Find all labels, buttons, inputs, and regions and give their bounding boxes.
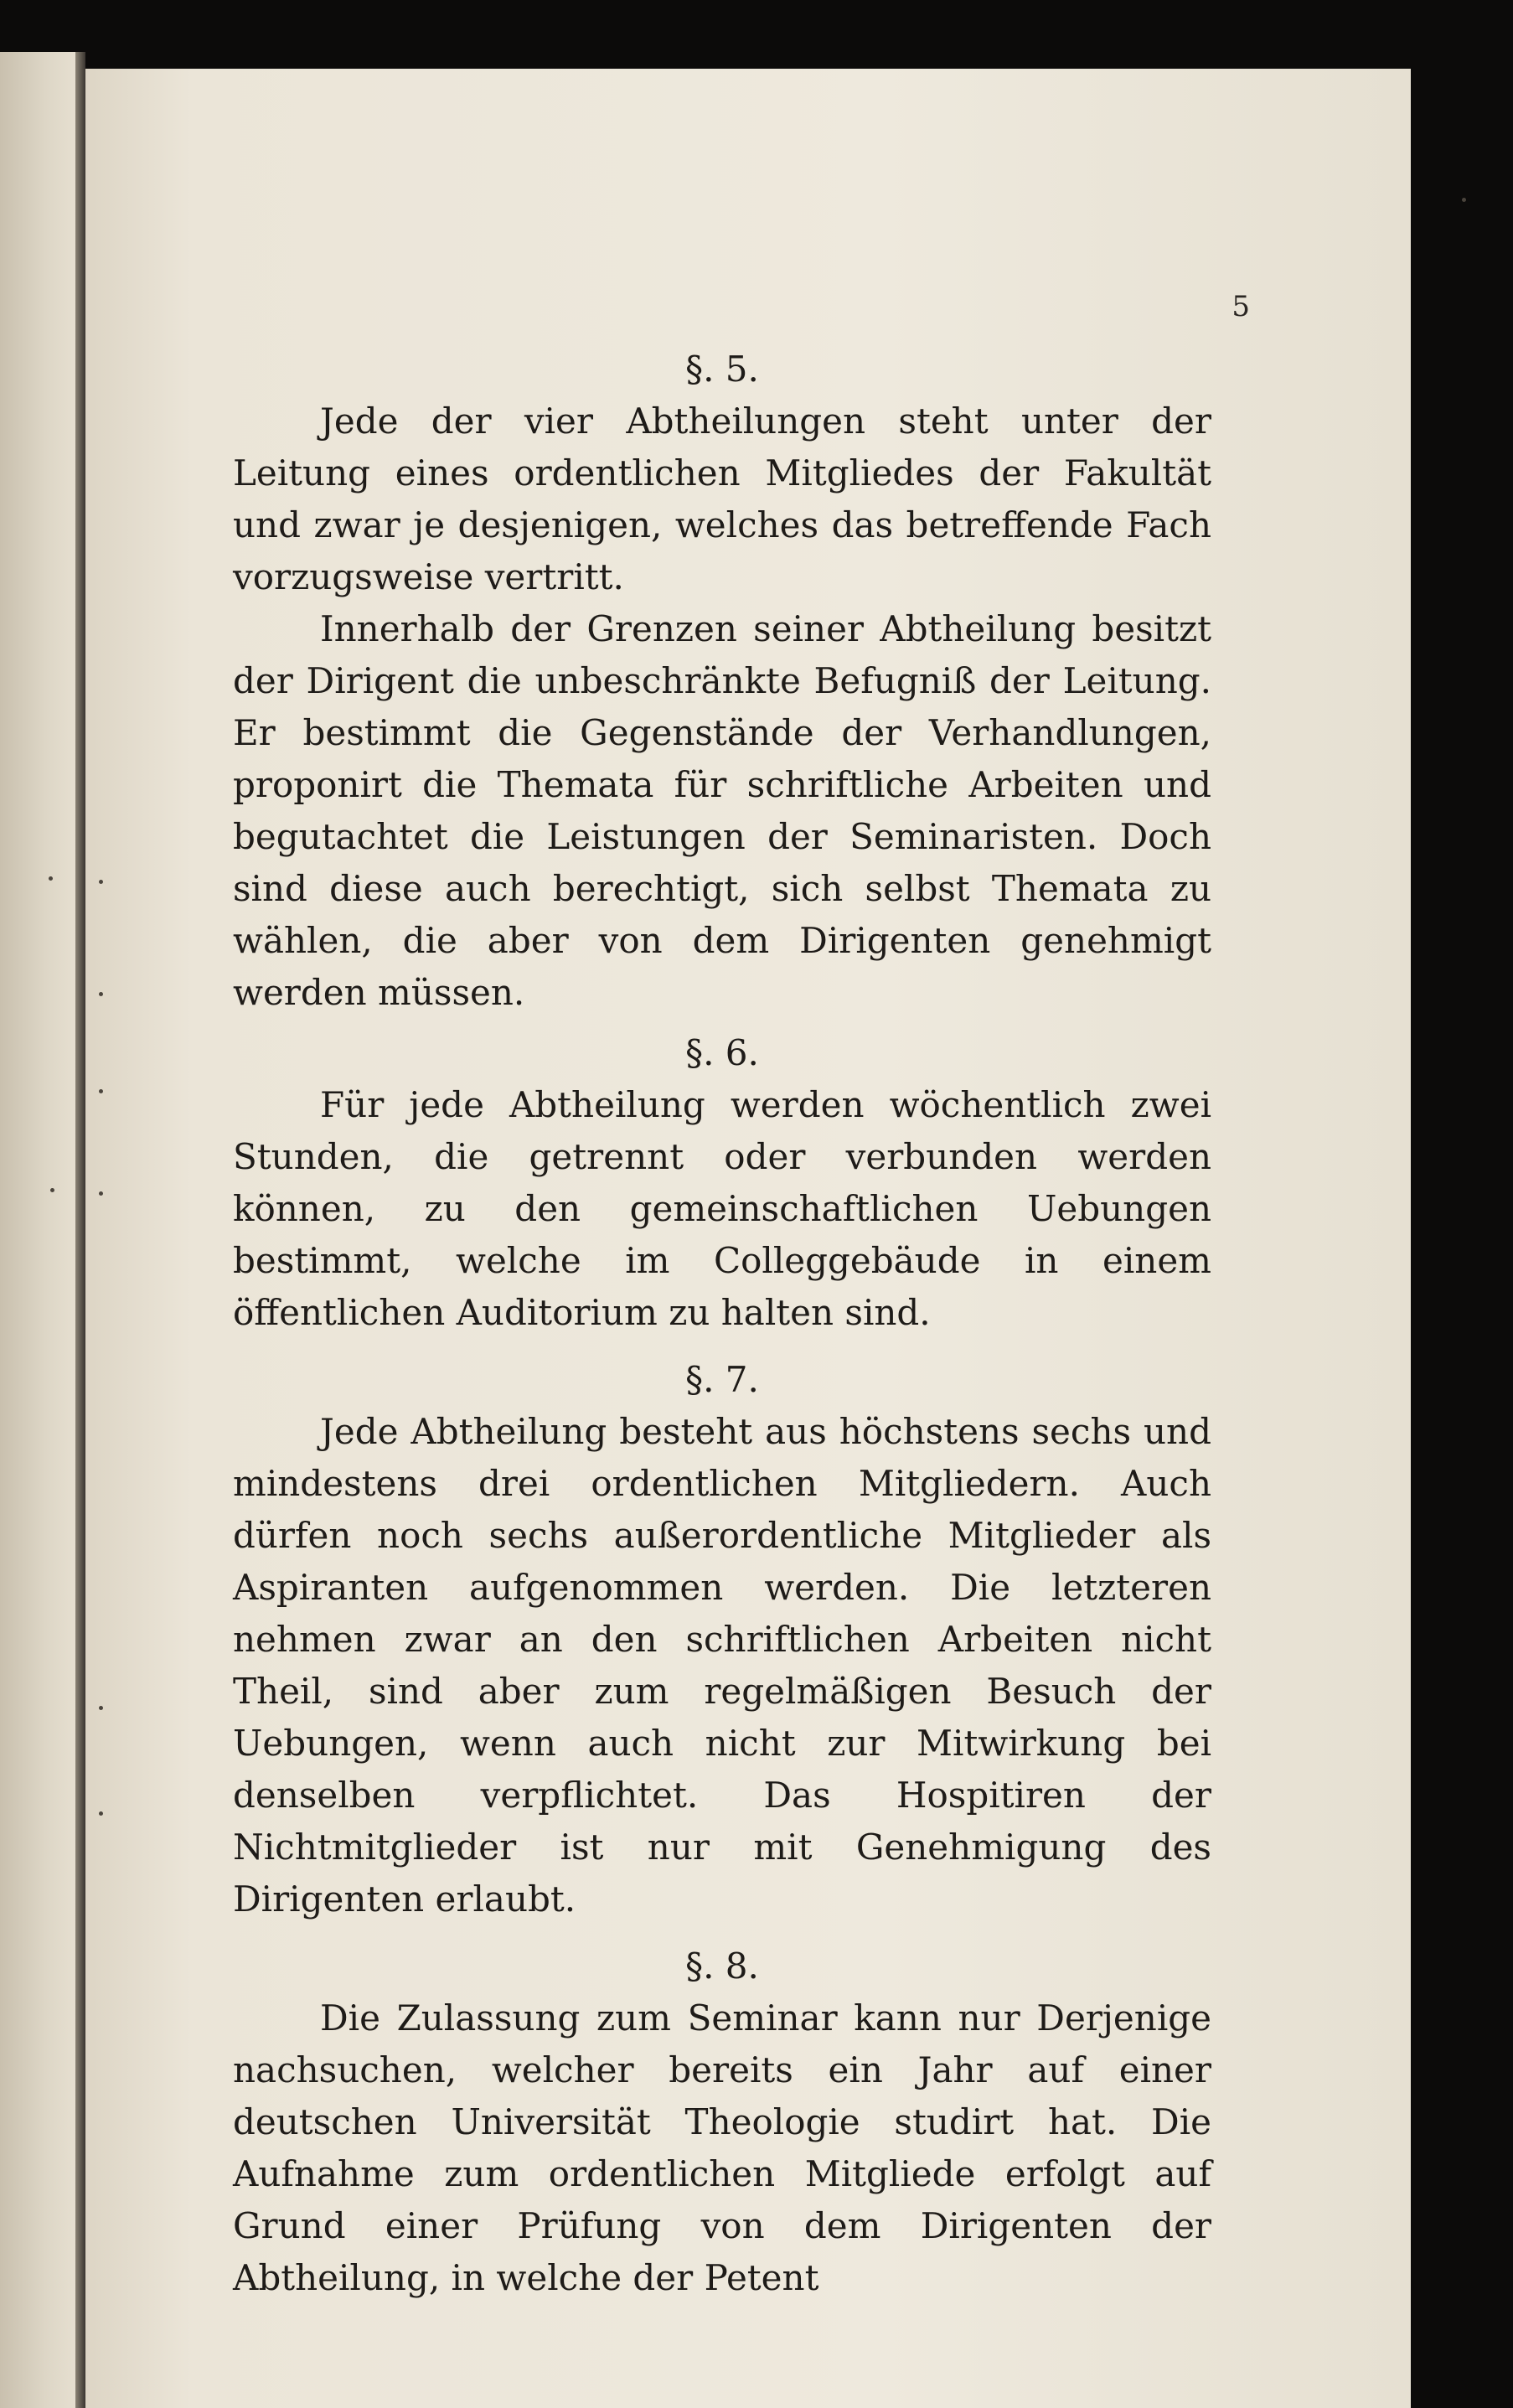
section-8-paragraph-1: Die Zulassung zum Seminar kann nur Derjenige nachsuchen, welcher bereits ein Jahr auf einer deutschen Universität Theologie studirt hat. Die Aufnahme zum ordentlichen Mitgliede erfolgt auf Grund einer Prüfung von dem Dirigenten der Abtheilung, in welche der Petent [233,1997,1211,2298]
section-5-paragraph-2: Innerhalb der Grenzen seiner Abtheilung besitzt der Dirigent die unbeschränkte Befugniß der Leitung. Er bestimmt die Gegenstände der Verhandlungen, proponirt die Themata für schriftliche Arbeiten und begutachtet die Leistungen der Seminaristen. Doch sind diese auch berechtigt, sich selbst Themata zu wählen, die aber von dem Dirigenten genehmigt werden müssen. [233,608,1211,1013]
section-5-paragraph-1: Jede der vier Abtheilungen steht unter der Leitung eines ordentlichen Mitgliedes der Fakultät und zwar je desjenigen, welches das betreffende Fach vorzugsweise vertritt. [233,400,1211,597]
section-heading-6: §. 6. [685,1032,759,1073]
gutter-shadow [75,52,85,2408]
page-body [233,344,1211,2304]
section-heading-5: §. 5. [685,349,759,390]
section-heading-7: §. 7. [685,1359,759,1400]
section-6-paragraph-1: Für jede Abtheilung werden wöchentlich zwei Stunden, die getrennt oder verbunden werden können, zu den gemeinschaftlichen Uebungen bestimmt, welche im Colleggebäude in einem öffentlichen Auditorium zu halten sind. [233,1084,1211,1333]
section-heading-8: §. 8. [685,1946,759,1987]
page-number: 5 [1232,290,1250,323]
section-7-paragraph-1: Jede Abtheilung besteht aus höchstens sechs und mindestens drei ordentlichen Mitgliedern. Auch dürfen noch sechs außerordentliche Mitglieder als Aspiranten aufgenommen werden. Die letzteren nehmen zwar an den schriftlichen Arbeiten nicht Theil, sind aber zum regelmäßigen Besuch der Uebungen, wenn auch nicht zur Mitwirkung bei denselben verpflichtet. Das Hospitiren der Nichtmitglieder ist nur mit Genehmigung des Dirigenten erlaubt. [233,1411,1211,1920]
facing-page-edge [0,52,75,2408]
